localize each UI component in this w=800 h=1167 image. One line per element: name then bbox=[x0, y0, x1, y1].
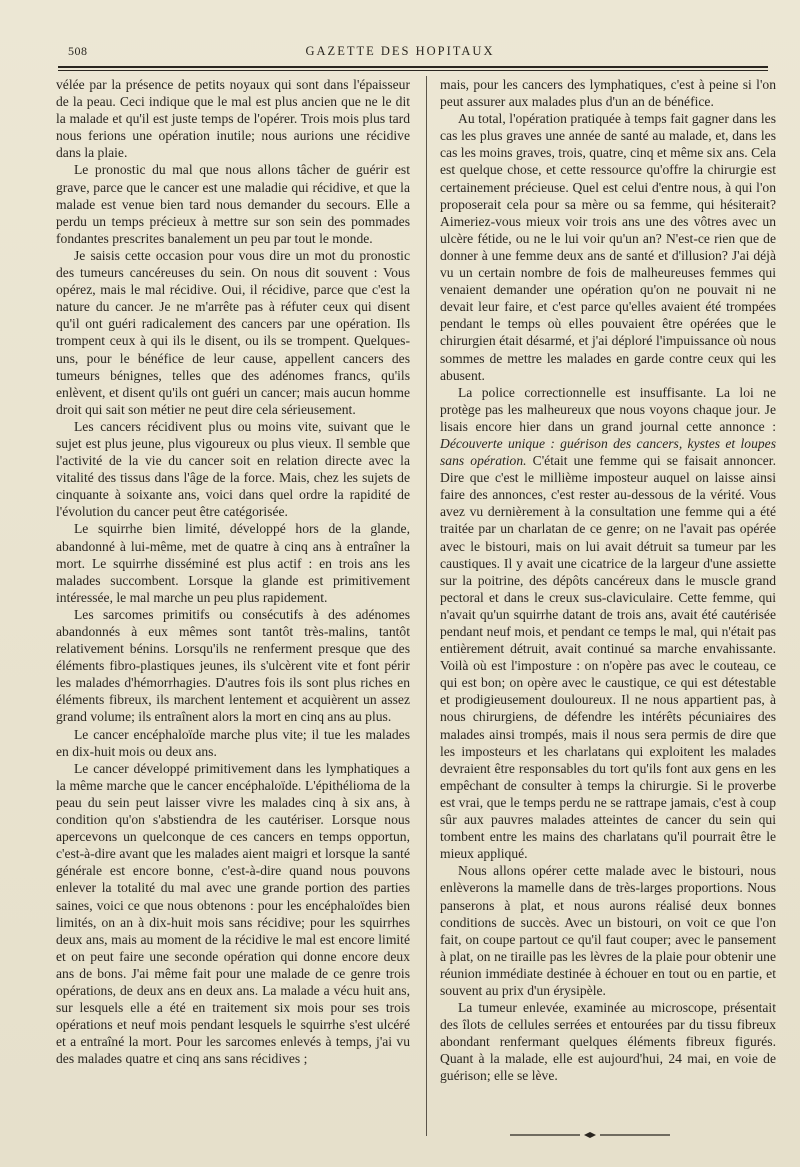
left-column bbox=[56, 76, 410, 1067]
advertisement-quote: Découverte unique : guérison des cancers, kystes et loupes sans opération. bbox=[440, 435, 776, 469]
paragraph: Au total, l'opération pratiquée à temps fait gagner dans les cas les plus graves une année de santé au malade, et, dans les cas les moins graves, trois, quatre, cinq et même six ans. Cela est quelque chose, et cette ressource qu'offre la chirurgie est certainement précieuse. Quel est celui d'entre nous, à qui l'on proposerait cela pour sa mère ou sa femme, qui hésiterait? Aimeriez-vous mieux voir trois ans une des vôtres avec un ulcère fétide, ou ne le lui voir qu'un an? N'est-ce rien que de donner à une femme deux ans de santé et d'illusion? J'ai déjà vu un certain nombre de fois de malheureuses femmes qui venaient demander une opération qu'on ne pouvait ni ne devait leur faire, et c'est parce qu'elles avaient été trompées pendant le temps où elles pouvaient être opérées que le chirurgien était désarmé, et j'ai déploré l'impuissance où nous sommes de mettre les malades en garde contre ceux qui les abusent. bbox=[440, 111, 776, 383]
paragraph: Le pronostic du mal que nous allons tâcher de guérir est grave, parce que le cancer est une maladie qui récidive, et que la malade est venue bien tard nous demander du secours. Elle a perdu un temps précieux à mettre sur son sein des pommades fondantes prescrites banalement un peu par tout le monde. bbox=[56, 162, 410, 246]
paragraph: Le cancer développé primitivement dans les lymphatiques a la même marche que le cancer encéphaloïde. L'épithélioma de la peau du sein peut laisser vivre les malades cinq à six ans, à condition qu'on s'abstiendra de les cautériser. Lorsque nous apercevons un quelconque de ces cancers en temps opportun, c'est-à-dire avant que les malades aient maigri et lorsque la santé générale est encore bonne, c'est-à-dire quand nous pouvons enlever la totalité du mal avec une grande portion des parties saines, voici ce que nous obtenons : pour les encéphaloïdes bien limités, on an à dix-huit mois sans récidive; pour les squirrhes deux ans, mais au moment de la récidive le mal est encore limité et on peut faire une seconde opération qui donne encore deux ans de bons. J'ai même fait pour une malade de ce genre trois opérations, de deux ans en deux ans. La malade a vécu huit ans, sur lesquels elle a été en traitement six mois pour ses trois opérations et neuf mois pendant lesquels le squirrhe s'est ulcéré et a entraîné la mort. Pour les sarcomes enlevés à temps, j'ai vu des malades quatre et cinq ans sans récidives ; bbox=[56, 760, 410, 1067]
column-divider bbox=[426, 76, 427, 1136]
paragraph-text: La police correctionnelle est insuffisante. La loi ne protège pas les malheureux que nous voyons chaque jour. Je lisais encore hier dans un grand journal cette annonce : bbox=[440, 384, 776, 434]
right-column bbox=[440, 76, 776, 1085]
paragraph: vélée par la présence de petits noyaux qui sont dans l'épaisseur de la peau. Ceci indique que le mal est plus ancien que ne le dit la malade et qu'il est juste temps de l'opérer. Trois mois plus tard nous ferions une opération inutile; nous aurions une récidive dans la plaie. bbox=[56, 77, 410, 161]
header-rule bbox=[58, 66, 768, 68]
paragraph: Les sarcomes primitifs ou consécutifs à des adénomes abandonnés à eux mêmes sont tantôt très-malins, tantôt relativement bénins. Lorsqu'ils ne renferment presque que des éléments fibro-plastiques jeunes, ils s'ulcèrent vite et font périr les malades d'hémorrhagies. D'autres fois ils sont plus riches en éléments fibreux, ils marchent lentement et acquièrent un assez grand volume; ils entraînent alors la mort en cinq ans au plus. bbox=[56, 606, 410, 725]
paragraph: Les cancers récidivent plus ou moins vite, suivant que le sujet est plus jeune, plus vigoureux ou plus vieux. Il semble que l'activité de la vie du cancer soit en relation directe avec la vitalité des tissus dans l'âge de la force. Mais, chez les sujets de cinquante à soixante ans, voici dans quel ordre la rapidité de l'évolution du cancer peut être catégorisée. bbox=[56, 418, 410, 520]
paragraph: Le cancer encéphaloïde marche plus vite; il tue les malades en dix-huit mois ou deux ans. bbox=[56, 726, 410, 759]
paragraph bbox=[440, 384, 776, 863]
page-header bbox=[30, 38, 770, 68]
header-rule-thin bbox=[58, 70, 768, 71]
paragraph: Le squirrhe bien limité, développé hors de la glande, abandonné à lui-même, met de quatre à cinq ans à entraîner la mort. Le squirrhe disséminé est plus actif : en trois ans les malades succombent. Lorsque la glande est primitivement intéressée, le mal marche un peu plus rapidement. bbox=[56, 521, 410, 605]
page-number: 508 bbox=[68, 44, 88, 58]
paragraph: Je saisis cette occasion pour vous dire un mot du pronostic des tumeurs cancéreuses du sein. On nous dit souvent : Vous opérez, mais le mal récidive. Oui, il récidive, parce que c'est la nature du cancer. Je ne m'arrête pas à réfuter ceux qui disent qu'il ont guéri radicalement des cancers par une opération. Ils trompent ceux à qui ils le disent, ou ils se trompent. Quelques-uns, pour le bénéfice de leur cause, appellent cancers des tumeurs bénignes, telles que des adénomes francs, qu'ils enlèvent, et disent qu'ils ont guéri un cancer; mais aucun homme droit qui sait son métier ne peut dire cela sérieusement. bbox=[56, 247, 410, 417]
paragraph: La tumeur enlevée, examinée au microscope, présentait des îlots de cellules serrées et entourées par du tissu fibreux abondant renfermant quelques éléments fibreux figurés. Quant à la malade, elle est aujourd'hui, 24 mai, en voie de guérison; elle se lève. bbox=[440, 1000, 776, 1084]
paragraph-text: C'était une femme qui se faisait annoncer. Dire que c'est le millième imposteur auquel on laisse ainsi faire des annonces, c'est rester au-dessous de la vérité. Vous avez vu dernièrement à la consultation une femme qui a été traitée par un charlatan de ce genre; on ne l'avait pas opérée avec le bistouri, mais on lui avait détruit sa tumeur par les caustiques. Il y avait une cicatrice de la largeur d'une assiette sur la poitrine, des dépôts cancéreux dans le muscle grand pectoral et dans le creux sus-claviculaire. Cette femme, qui n'avait qu'un squirrhe datant de trois ans, avait été cautérisée pendant neuf mois, et pendant ce temps le mal, qui n'était pas entièrement détruit, avait continué sa marche envahissante. Voilà où est l'imposture : on n'opère pas avec le couteau, ce qui est bon; on opère avec le caustique, ce qui est détestable et prodigieusement douloureux. Il ne nous appartient pas, à nous chirurgiens, de défendre les intérêts pécuniaires des malades ainsi trompés, mais il nous sera permis de dire que les imposteurs et les charlatans qui exploitent les malades devraient être responsables du tort qu'ils font aux gens en les empêchant de consulter à temps la chirurgie. Si le proverbe est vrai, que le temps perdu ne se rattrape jamais, c'est à coup sûr aux pauvres malades atteintes de cancer du sein qui tombent entre les mains des charlatans qu'il pourrait être le mieux appliqué. bbox=[440, 453, 776, 862]
journal-title: GAZETTE DES HOPITAUX bbox=[305, 44, 495, 58]
end-ornament-rule bbox=[510, 1130, 670, 1140]
paragraph: Nous allons opérer cette malade avec le bistouri, nous enlèverons la mamelle dans de très-larges proportions. Nous panserons à plat, et nous aurons réalisé deux bonnes conditions de succès. Avec un bistouri, on voit ce que l'on fait, on coupe partout ce qu'il faut couper; avec le pansement à plat, on ne tiraille pas les lèvres de la plaie pour obtenir une réunion immédiate destinée à échouer en tout ou en partie, et souvent au prix d'un érysipèle. bbox=[440, 863, 776, 998]
paragraph: mais, pour les cancers des lymphatiques, c'est à peine si l'on peut assurer aux malades plus d'un an de bénéfice. bbox=[440, 77, 776, 110]
